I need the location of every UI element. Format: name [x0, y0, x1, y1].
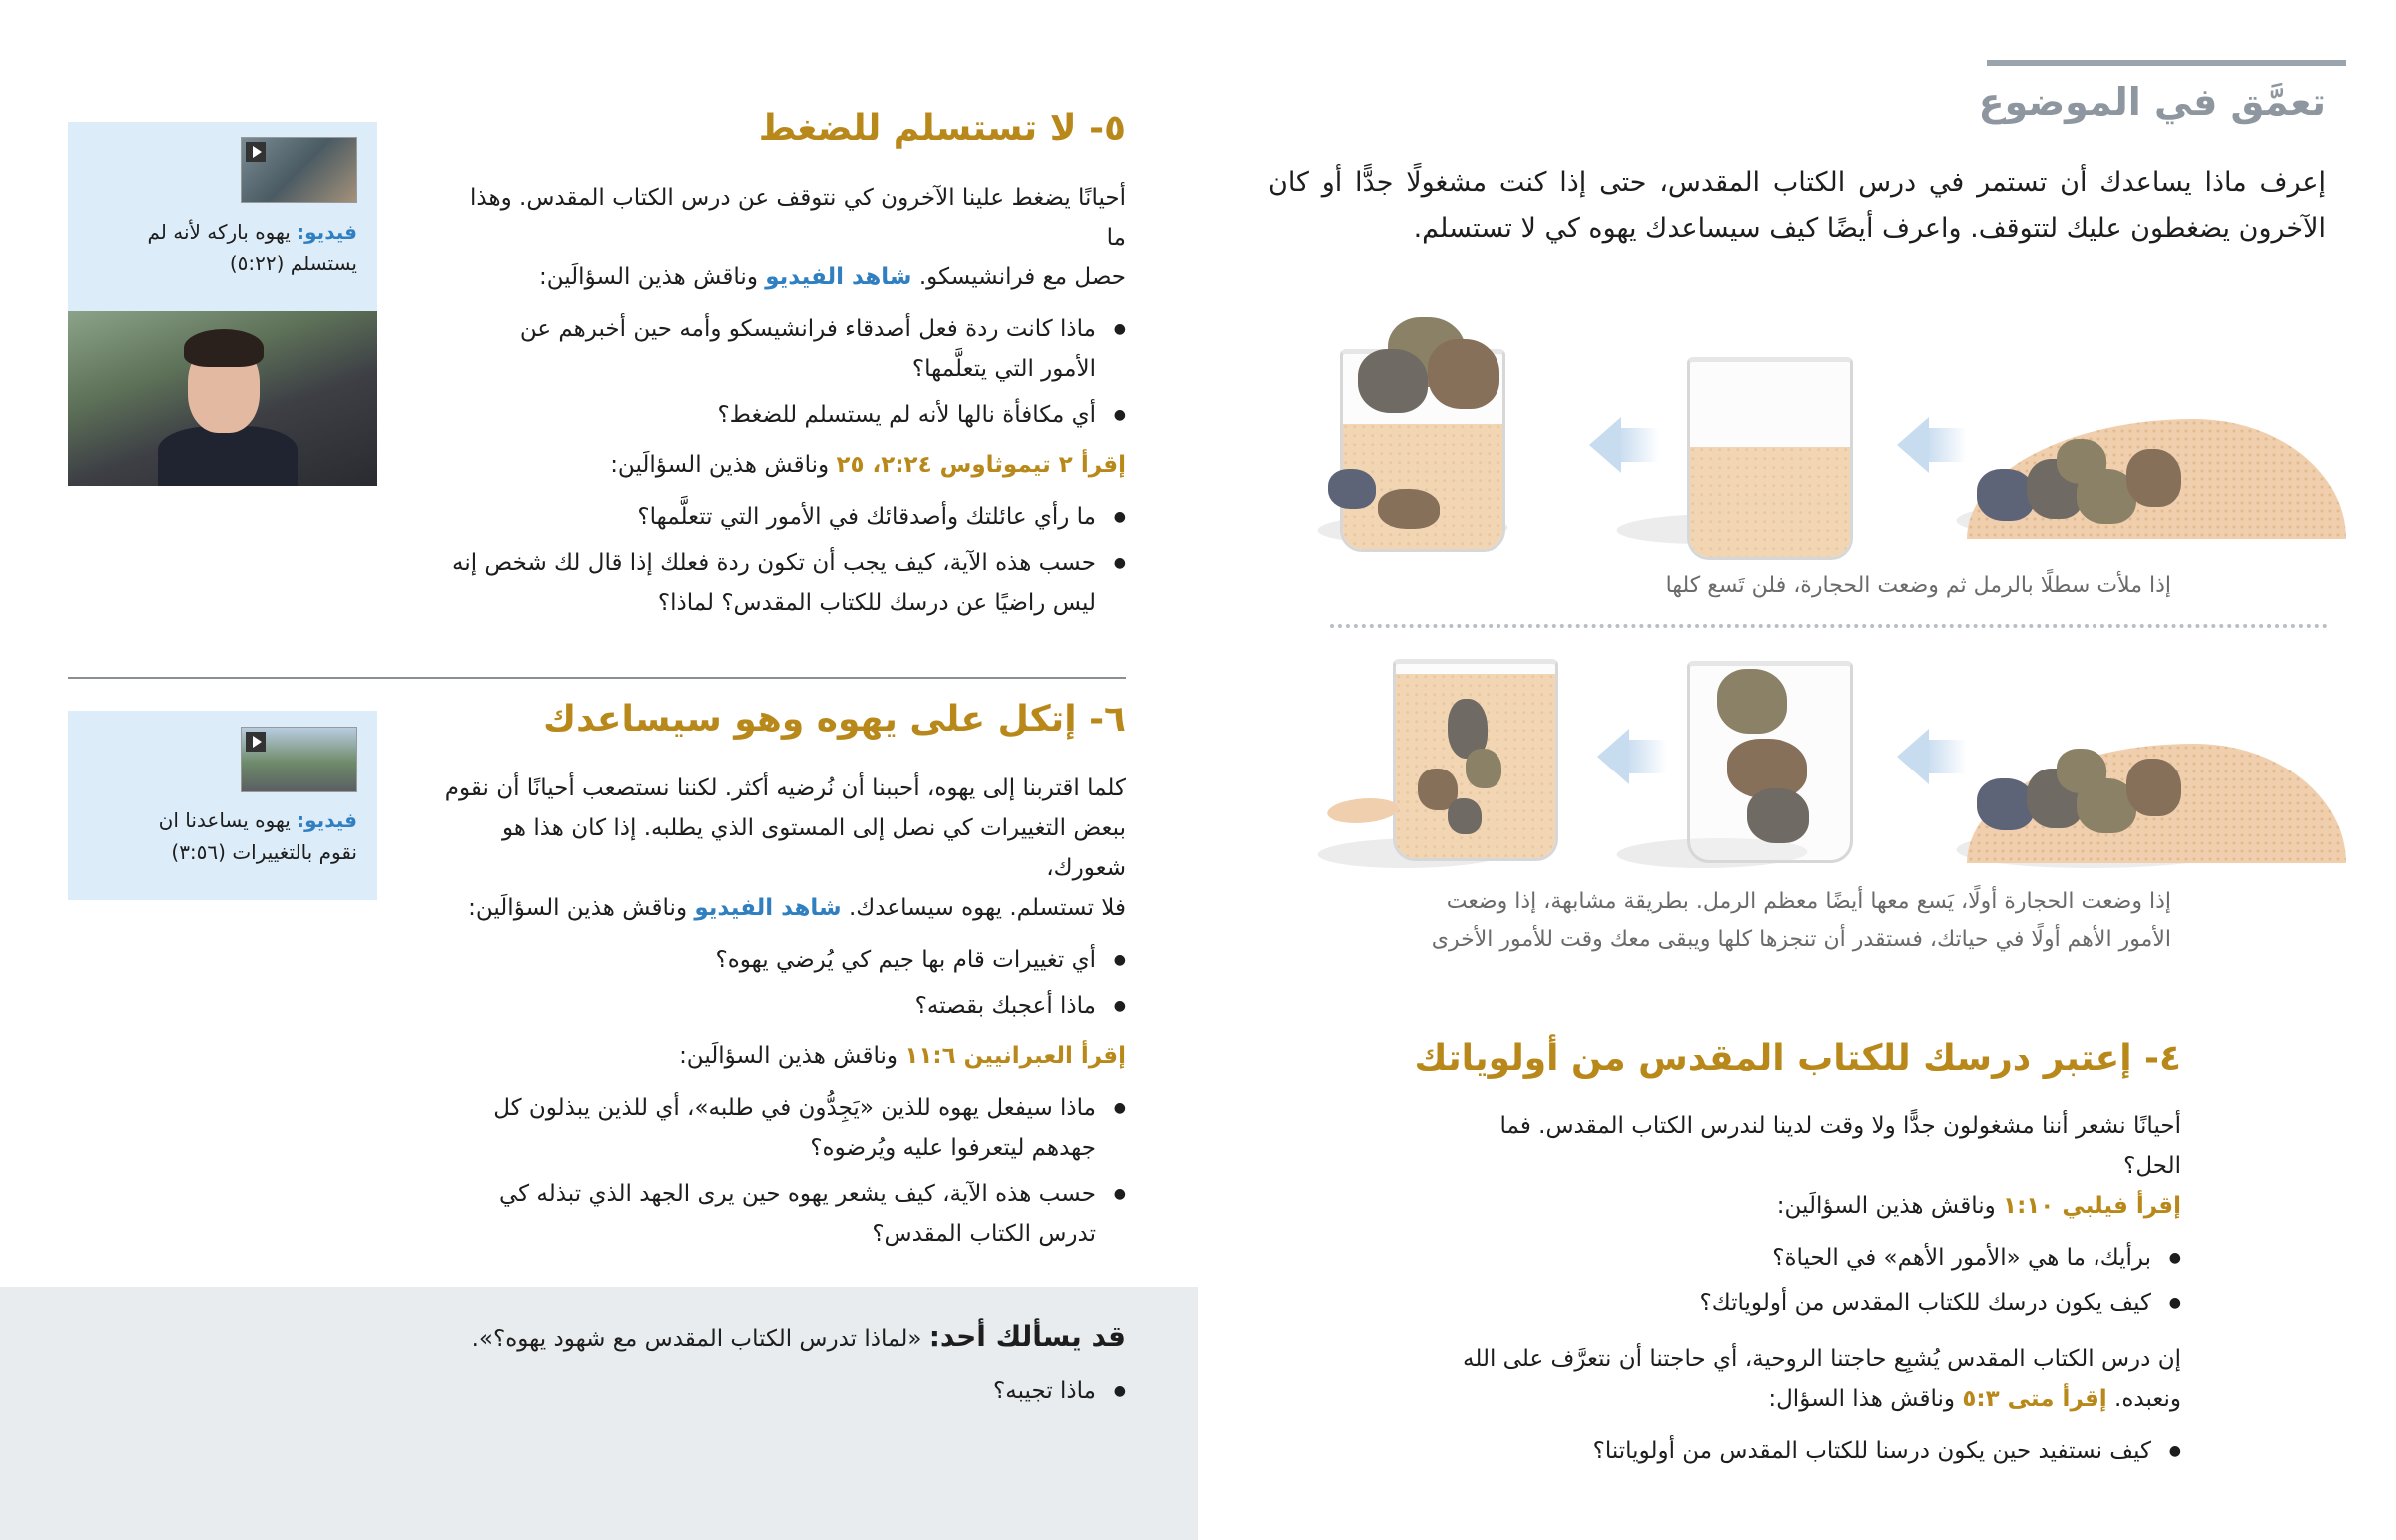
video-thumbnail-1[interactable]: [241, 137, 357, 203]
p-line-2: [447, 257, 1126, 297]
ask-questions: [427, 1371, 1126, 1411]
video-label: فيديو:: [297, 808, 357, 832]
list-item: ● ماذا تجيبه؟: [427, 1371, 1126, 1411]
section-6-title: ٦- إتكل على يهوه وهو سيساعدك: [543, 699, 1126, 740]
watch-video-link[interactable]: شاهد الفيديو: [765, 264, 912, 290]
section-5-p: [447, 178, 1126, 297]
p-prefix: فلا تستسلم. يهوه سيساعدك.: [841, 895, 1126, 921]
scripture-link-philippians[interactable]: إقرأ فيلبي ١:١٠: [2003, 1193, 2181, 1219]
section-4-read-line: [1463, 1186, 2181, 1226]
p2-prefix: ونعبده.: [2106, 1386, 2181, 1412]
someone-may-ask-box: [0, 1287, 1198, 1540]
caption-1: إذا ملأت سطلًا بالرمل ثم وضعت الحجارة، فلن تَسع كلها: [1665, 573, 2171, 598]
caption-2-line-1: إذا وضعت الحجارة أولًا، يَسع معها أيضًا معظم الرمل. بطريقة مشابهة، إذا وضعت: [1446, 889, 2171, 914]
read-suffix: وناقش هذين السؤالَين:: [610, 452, 837, 478]
video-box-1[interactable]: [68, 122, 377, 483]
section-6-body: [427, 769, 1126, 1260]
ask-content: [427, 1317, 1126, 1417]
caption-2: [1432, 883, 2171, 959]
section-5-read-line: [447, 445, 1126, 485]
p-suffix: وناقش هذين السؤالَين:: [538, 264, 766, 290]
section-6-questions-1: [427, 940, 1126, 1026]
p-line-1: كلما اقتربنا إلى يهوه، أحببنا أن نُرضيه أكثر. لكننا نستصعب أحيانًا أن نقوم: [444, 775, 1126, 801]
ask-line: [427, 1317, 1126, 1359]
video-title-line-2: يستسلم (٥:٢٢): [229, 252, 357, 275]
scripture-link-hebrews[interactable]: إقرأ العبرانيين ١١:٦: [904, 1043, 1126, 1069]
section-5-questions-2: [447, 497, 1126, 623]
list-item: ● ماذا كانت ردة فعل أصدقاء فرانشيسكو وأمه حين أخبرهم عن الأمور التي يتعلَّمها؟: [477, 309, 1126, 389]
list-item: ● كيف نستفيد حين يكون درسنا للكتاب المقدس من أولوياتنا؟: [1463, 1431, 2181, 1471]
section-5-body: [447, 178, 1126, 629]
p2-line-2: [1463, 1379, 2181, 1419]
ask-question: «لماذا تدرس الكتاب المقدس مع شهود يهوه؟».: [471, 1326, 929, 1352]
p-line-1: أحيانًا يضغط علينا الآخرون كي نتوقف عن درس الكتاب المقدس. وهذا ما: [470, 185, 1126, 251]
caption-2-line-2: الأمور الأهم أولًا في حياتك، فستقدر أن تنجزها كلها ويبقى معك وقت للأمور الأخرى: [1431, 927, 2171, 952]
read-suffix: وناقش هذين السؤالَين:: [679, 1043, 905, 1069]
video-caption-1: [88, 216, 357, 279]
section-5-title: ٥- لا تستسلم للضغط: [758, 108, 1126, 149]
section-4-body: [1463, 1106, 2181, 1477]
list-item: ● برأيك، ما هي «الأمور الأهم» في الحياة؟: [1463, 1238, 2181, 1278]
list-item: ● حسب هذه الآية، كيف يجب أن تكون ردة فعلك إذا قال لك شخص إنه ليس راضيًا عن درسك للكتاب المقدس؟ لماذا؟: [447, 543, 1126, 623]
ask-label: قد يسألك أحد:: [928, 1320, 1126, 1353]
video-title[interactable]: يهوه يساعدنا ان: [158, 808, 298, 832]
illustration-sand-first: [1298, 299, 2356, 559]
video-title[interactable]: يهوه باركه لأنه لم: [147, 220, 298, 244]
read-suffix: وناقش هذا السؤال:: [1768, 1386, 1963, 1412]
scripture-link-matthew[interactable]: إقرأ متى ٥:٣: [1962, 1386, 2107, 1412]
section-6-questions-2: [487, 1088, 1126, 1254]
section-4-p2: [1463, 1339, 2181, 1419]
watch-video-link[interactable]: شاهد الفيديو: [694, 895, 842, 921]
section-4-questions-1: [1463, 1238, 2181, 1323]
read-suffix: وناقش هذين السؤالَين:: [1776, 1193, 2004, 1219]
section-6-p: [427, 769, 1126, 928]
intro-paragraph: إعرف ماذا يساعدك أن تستمر في درس الكتاب المقدس، حتى إذا كنت مشغولًا جدًّا أو كان الآخرون يضغطون عليك لتتوقف. واعرف أيضًا كيف سيساعدك يهوه كي لا تستسلم.: [1268, 167, 2326, 244]
section-4-p1: أحيانًا نشعر أننا مشغولون جدًّا ولا وقت لدينا لندرس الكتاب المقدس. فما الحل؟: [1499, 1113, 2181, 1179]
video-title-line-2: نقوم بالتغييرات (٣:٥٦): [171, 840, 357, 864]
list-item: ● ماذا سيفعل يهوه للذين «يَجِدُّون في طلبه»، أي للذين يبذلون كل جهدهم ليتعرفوا عليه ويُرضوه؟: [487, 1088, 1126, 1168]
section-6-read-line: [427, 1036, 1126, 1076]
topic-title: تعمَّق في الموضوع: [1978, 80, 2326, 124]
video-photo: [68, 311, 377, 486]
list-item: ● أي مكافأة نالها لأنه لم يستسلم للضغط؟: [477, 395, 1126, 435]
dotted-divider: [1330, 624, 2328, 628]
p2-line-1: إن درس الكتاب المقدس يُشبِع حاجتنا الروحية، أي حاجتنا أن نتعرَّف على الله: [1463, 1346, 2181, 1372]
list-item: ● كيف يكون درسك للكتاب المقدس من أولوياتك؟: [1463, 1283, 2181, 1323]
video-label: فيديو:: [297, 220, 357, 244]
p-line-2: ببعض التغييرات كي نصل إلى المستوى الذي يطلبه. إذا كان هذا هو شعورك،: [502, 815, 1126, 881]
video-box-2[interactable]: [68, 711, 377, 900]
list-item: ● أي تغييرات قام بها جيم كي يُرضي يهوه؟: [427, 940, 1126, 980]
p-prefix: حصل مع فرانشيسكو.: [911, 264, 1126, 290]
list-item: ● ما رأي عائلتك وأصدقائك في الأمور التي تتعلَّمها؟: [447, 497, 1126, 537]
list-item: ● حسب هذه الآية، كيف يشعر يهوه حين يرى الجهد الذي تبذله كي تدرس الكتاب المقدس؟: [487, 1174, 1126, 1254]
section-5-questions-1: [477, 309, 1126, 435]
scripture-link-timothy[interactable]: إقرأ ٢ تيموثاوس ٢:٢٤، ٢٥: [836, 452, 1126, 478]
video-caption-2: [88, 804, 357, 868]
section-divider: [68, 677, 1126, 679]
list-item: ● ماذا أعجبك بقصته؟: [427, 986, 1126, 1026]
p-suffix: وناقش هذين السؤالَين:: [468, 895, 695, 921]
topic-rule: [1987, 60, 2346, 66]
section-4-questions-2: [1463, 1431, 2181, 1471]
illustration-rocks-first: [1298, 649, 2356, 878]
section-4-title: ٤- إعتبر درسك للكتاب المقدس من أولوياتك: [1414, 1038, 2181, 1079]
play-icon[interactable]: [246, 732, 266, 752]
p-line-3: [427, 888, 1126, 928]
video-thumbnail-2[interactable]: [241, 727, 357, 792]
play-icon[interactable]: [246, 142, 266, 162]
